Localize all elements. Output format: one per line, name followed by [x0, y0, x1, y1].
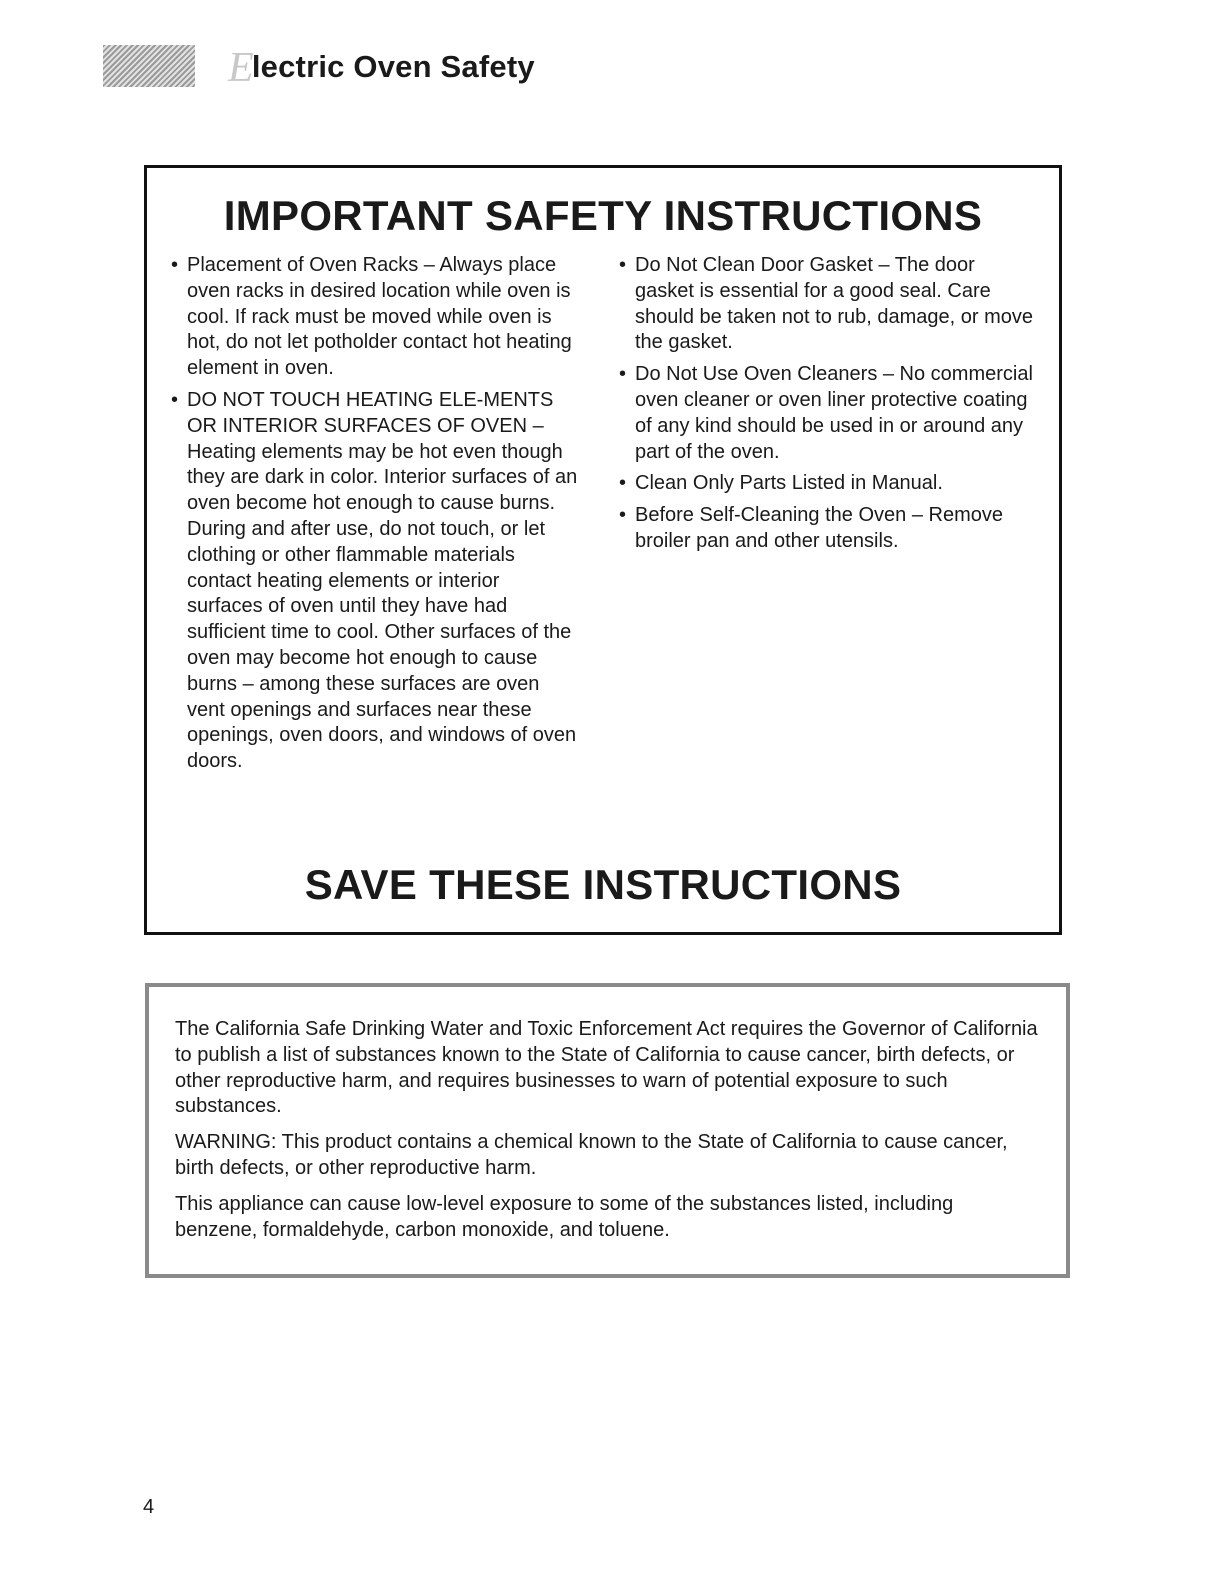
safety-item — [617, 362, 1037, 465]
title-text: lectric Oven Safety — [251, 49, 535, 84]
page-title — [228, 44, 535, 92]
header-decorative-bar — [103, 45, 195, 87]
title-drop-cap: E — [228, 45, 254, 91]
bullet-icon: • — [171, 254, 179, 276]
safety-item — [169, 253, 579, 382]
bullet-icon: • — [619, 254, 627, 276]
safety-item — [617, 253, 1037, 356]
safety-item-text: Do Not Use Oven Cleaners – No commercial oven cleaner or oven liner protective coating of any kind should be used in or around any part of the oven. — [635, 363, 1033, 463]
safety-heading: IMPORTANT SAFETY INSTRUCTIONS — [223, 192, 983, 239]
safety-item — [617, 471, 1037, 497]
safety-item-text: Before Self-Cleaning the Oven – Remove broiler pan and other utensils. — [635, 504, 1003, 552]
safety-item-text: Do Not Clean Door Gasket – The door gasket is essential for a good seal. Care should be taken not to rub, damage, or move the gasket. — [635, 254, 1034, 354]
bullet-icon: • — [171, 388, 179, 411]
save-instructions-heading: SAVE THESE INSTRUCTIONS — [304, 861, 902, 908]
california-paragraph: This appliance can cause low-level exposure to some of the substances listed, including benzene, formaldehyde, carbon monoxide, and toluene. — [175, 1192, 954, 1241]
page-number: 4 — [143, 1496, 155, 1518]
bullet-icon: • — [619, 504, 627, 527]
california-warning-paragraph: WARNING: This product contains a chemical known to the State of California to cause cancer, birth defects, or other reproductive harm. — [175, 1131, 1008, 1179]
safety-instructions-box — [144, 165, 1062, 935]
safety-item-text: DO NOT TOUCH HEATING ELE-MENTS OR INTERIOR SURFACES OF OVEN – Heating elements may be hot even though they are dark in color. Interior surfaces of an oven become hot enough to cause burns. During and after use, do not touch, or let clothing or other flammable materials contact heating elements or interior surfaces of oven until they have had sufficient time to cool. Other surfaces of the oven may become hot enough to cause burns – among these surfaces are oven vent openings and surfaces near these openings, oven doors, and windows of oven doors. — [187, 388, 578, 773]
safety-item-text: Clean Only Parts Listed in Manual. — [635, 472, 943, 495]
california-paragraph: The California Safe Drinking Water and Toxic Enforcement Act requires the Governor of California to publish a list of substances known to the State of California to cause cancer, birth defects, or other reproductive harm, and requires businesses to warn of potential exposure to such substances. — [175, 1018, 1038, 1118]
safety-left-column — [169, 253, 579, 781]
bullet-icon: • — [619, 363, 627, 386]
safety-item — [617, 503, 1037, 555]
safety-item-text: Placement of Oven Racks – Always place oven racks in desired location while oven is cool. If rack must be moved while oven is hot, do not let potholder contact hot heating element in oven. — [187, 254, 572, 380]
safety-right-column — [617, 253, 1037, 561]
california-warning-box — [145, 983, 1070, 1278]
safety-item — [169, 388, 579, 775]
bullet-icon: • — [619, 472, 627, 495]
